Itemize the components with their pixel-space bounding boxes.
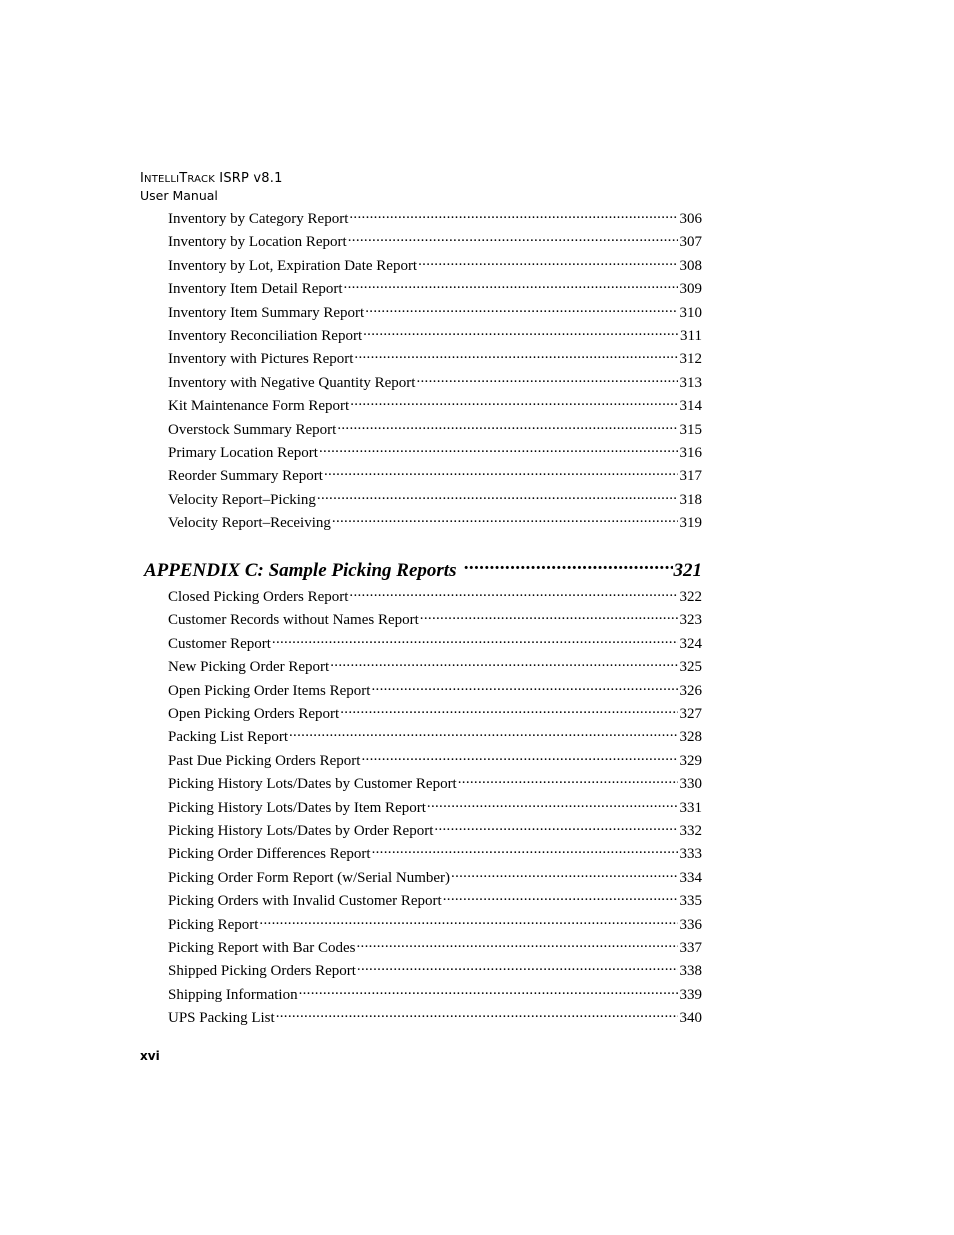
toc-entry-label: Inventory with Negative Quantity Report	[168, 374, 416, 391]
dot-leader	[458, 770, 678, 788]
product-title-version: ISRP v8.1	[214, 171, 283, 186]
toc-entry-label: Picking History Lots/Dates by Customer Report	[168, 776, 457, 793]
toc-chapter-entry[interactable]	[144, 552, 702, 581]
product-title-smallcaps-1: NTELLI	[144, 174, 180, 185]
toc-entry-label: Picking Order Differences Report	[168, 846, 371, 863]
dot-leader	[434, 817, 677, 835]
chapter-page-number: 321	[673, 560, 702, 581]
dot-leader	[276, 1004, 678, 1022]
dot-leader	[357, 957, 678, 975]
toc-entry-label: New Picking Order Report	[168, 659, 330, 676]
dot-leader	[259, 911, 677, 929]
toc-entry-page-number: 314	[679, 398, 702, 415]
toc-entry-page-number: 328	[679, 729, 702, 746]
toc-entry-page-number: 325	[679, 659, 702, 676]
dot-leader	[363, 322, 678, 340]
toc-entry[interactable]	[168, 700, 702, 722]
toc-entry-label: Inventory Item Detail Report	[168, 281, 343, 298]
toc-entry-page-number: 317	[679, 468, 702, 485]
manual-subtitle: User Manual	[140, 188, 218, 203]
toc-entry[interactable]	[168, 486, 702, 508]
dot-leader	[365, 299, 677, 317]
dot-leader	[361, 747, 677, 765]
product-title-initial: I	[140, 171, 145, 186]
toc-entry[interactable]	[168, 439, 702, 461]
dot-leader	[330, 653, 677, 671]
toc-entry-page-number: 309	[679, 281, 702, 298]
toc-entry-page-number: 338	[679, 963, 702, 980]
toc-entry[interactable]	[168, 345, 702, 368]
toc-entry-label: Picking Orders with Invalid Customer Report	[168, 893, 442, 910]
toc-entry-label: Inventory Item Summary Report	[168, 304, 365, 321]
toc-entry-page-number: 318	[679, 491, 702, 508]
toc-entry-page-number: 324	[679, 635, 702, 652]
dot-leader	[349, 583, 677, 601]
toc-entry[interactable]	[168, 934, 702, 956]
toc-entry-page-number: 336	[679, 916, 702, 933]
toc-entry-page-number: 319	[679, 515, 702, 532]
dot-leader	[344, 275, 678, 293]
toc-entry[interactable]	[168, 583, 702, 605]
toc-entry[interactable]	[168, 462, 702, 485]
toc-entry-label: Overstock Summary Report	[168, 421, 337, 438]
dot-leader	[357, 934, 678, 952]
toc-entry-label: Inventory by Location Report	[168, 234, 347, 251]
toc-entry[interactable]	[168, 416, 702, 438]
dot-leader	[443, 887, 678, 905]
toc-entry-page-number: 306	[679, 211, 702, 227]
toc-entry-page-number: 327	[679, 706, 702, 722]
toc-entry-page-number: 307	[679, 234, 702, 251]
toc-entry[interactable]	[168, 911, 702, 933]
toc-entry[interactable]	[168, 630, 702, 652]
toc-entry[interactable]	[168, 205, 702, 227]
toc-entry-page-number: 313	[679, 374, 702, 391]
toc-entry-label: Inventory by Lot, Expiration Date Report	[168, 257, 418, 274]
toc-entry-label: Closed Picking Orders Report	[168, 589, 349, 605]
dot-leader	[337, 416, 677, 434]
dot-leader	[317, 486, 678, 504]
toc-entry-page-number: 329	[679, 752, 702, 769]
dot-leader	[350, 392, 677, 410]
toc-entry-label: Shipped Picking Orders Report	[168, 963, 356, 980]
dot-leader	[289, 723, 678, 741]
toc-entry-label: Velocity Report–Picking	[168, 491, 316, 508]
toc-entry-page-number: 311	[680, 328, 702, 344]
toc-entry[interactable]	[168, 392, 702, 415]
toc-entry[interactable]	[168, 606, 702, 629]
dot-leader	[354, 345, 677, 363]
dot-leader	[319, 439, 678, 457]
toc-entry[interactable]	[168, 981, 702, 1003]
dot-leader	[340, 700, 677, 718]
product-title-t: T	[179, 171, 188, 186]
toc-entry-label: Picking Order Form Report (w/Serial Number)	[168, 869, 451, 886]
dot-leader	[324, 462, 678, 480]
toc-entry-label: Reorder Summary Report	[168, 468, 323, 485]
toc-entry-page-number: 308	[679, 257, 702, 274]
toc-entry[interactable]	[168, 864, 702, 886]
toc-entry[interactable]	[168, 817, 702, 839]
toc-entry-page-number: 339	[679, 986, 702, 1003]
dot-leader	[372, 840, 678, 858]
product-title-smallcaps-2: RACK	[187, 174, 215, 185]
toc-entry[interactable]	[168, 653, 702, 676]
dot-leader	[418, 252, 677, 270]
toc-entry-label: Velocity Report–Receiving	[168, 515, 331, 532]
running-header	[140, 170, 283, 204]
toc-entry[interactable]	[168, 275, 702, 298]
toc-entry-page-number: 312	[679, 351, 702, 368]
toc-entry-label: Past Due Picking Orders Report	[168, 752, 361, 769]
toc-entry[interactable]	[168, 770, 702, 793]
toc-entry[interactable]	[168, 887, 702, 910]
toc-entry-page-number: 335	[679, 893, 702, 910]
toc-entry[interactable]	[168, 369, 702, 391]
toc-entry[interactable]	[168, 299, 702, 321]
toc-entry-page-number: 340	[679, 1010, 702, 1027]
toc-entry-label: Customer Records without Names Report	[168, 612, 419, 629]
toc-entry-label: Packing List Report	[168, 729, 288, 746]
toc-entry[interactable]	[168, 228, 702, 251]
toc-entry-label: Primary Location Report	[168, 445, 318, 461]
toc-entry-page-number: 323	[679, 612, 702, 629]
toc-entry-label: Picking History Lots/Dates by Order Report	[168, 823, 434, 839]
toc-entry[interactable]	[168, 677, 702, 699]
dot-leader	[416, 369, 677, 387]
toc-entry-label: Kit Maintenance Form Report	[168, 398, 350, 415]
toc-entry-label: Picking History Lots/Dates by Item Report	[168, 799, 426, 816]
toc-entry[interactable]	[168, 794, 702, 816]
toc-entry-page-number: 333	[679, 846, 702, 863]
toc-entry[interactable]	[168, 252, 702, 274]
toc-entry[interactable]	[168, 322, 702, 344]
toc-entry-label: Picking Report with Bar Codes	[168, 940, 356, 956]
toc-entry-page-number: 332	[679, 823, 702, 839]
dot-leader	[451, 864, 677, 882]
dot-leader	[349, 205, 677, 223]
toc-entry-page-number: 337	[679, 940, 702, 956]
dot-leader	[420, 606, 678, 624]
toc-entry[interactable]	[168, 957, 702, 980]
toc-entry-label: Shipping Information	[168, 986, 298, 1003]
toc-entry[interactable]	[168, 1004, 702, 1027]
dot-leader	[371, 677, 677, 695]
toc-entry-page-number: 331	[679, 799, 702, 816]
toc-entry-label: Customer Report	[168, 635, 271, 652]
toc-entry-label: Inventory by Category Report	[168, 211, 349, 227]
toc-entry-label: Picking Report	[168, 916, 259, 933]
toc-entry-label: Inventory with Pictures Report	[168, 351, 354, 368]
toc-entry-page-number: 326	[679, 682, 702, 699]
dot-leader	[348, 228, 678, 246]
toc-entry[interactable]	[168, 840, 702, 863]
footer-page-number: xvi	[140, 1049, 160, 1063]
toc-entry-page-number: 316	[679, 445, 702, 461]
dot-leader	[427, 794, 678, 812]
toc-entry-label: Open Picking Orders Report	[168, 706, 340, 722]
toc-entry-page-number: 315	[679, 421, 702, 438]
toc-entry[interactable]	[168, 509, 702, 532]
toc-entry-page-number: 310	[679, 304, 702, 321]
toc-entry[interactable]	[168, 723, 702, 746]
chapter-title: APPENDIX C: Sample Picking Reports	[144, 560, 457, 581]
dot-leader	[332, 509, 678, 527]
toc-entry[interactable]	[168, 747, 702, 769]
dot-leader	[464, 552, 672, 576]
toc-entry-label: Inventory Reconciliation Report	[168, 328, 363, 344]
dot-leader	[272, 630, 678, 648]
toc-entry-label: Open Picking Order Items Report	[168, 682, 371, 699]
toc-entry-page-number: 330	[679, 776, 702, 793]
dot-leader	[299, 981, 678, 999]
product-title	[140, 170, 283, 188]
toc-entry-label: UPS Packing List	[168, 1010, 275, 1027]
toc-entry-page-number: 334	[679, 869, 702, 886]
toc-entry-page-number: 322	[679, 589, 702, 605]
